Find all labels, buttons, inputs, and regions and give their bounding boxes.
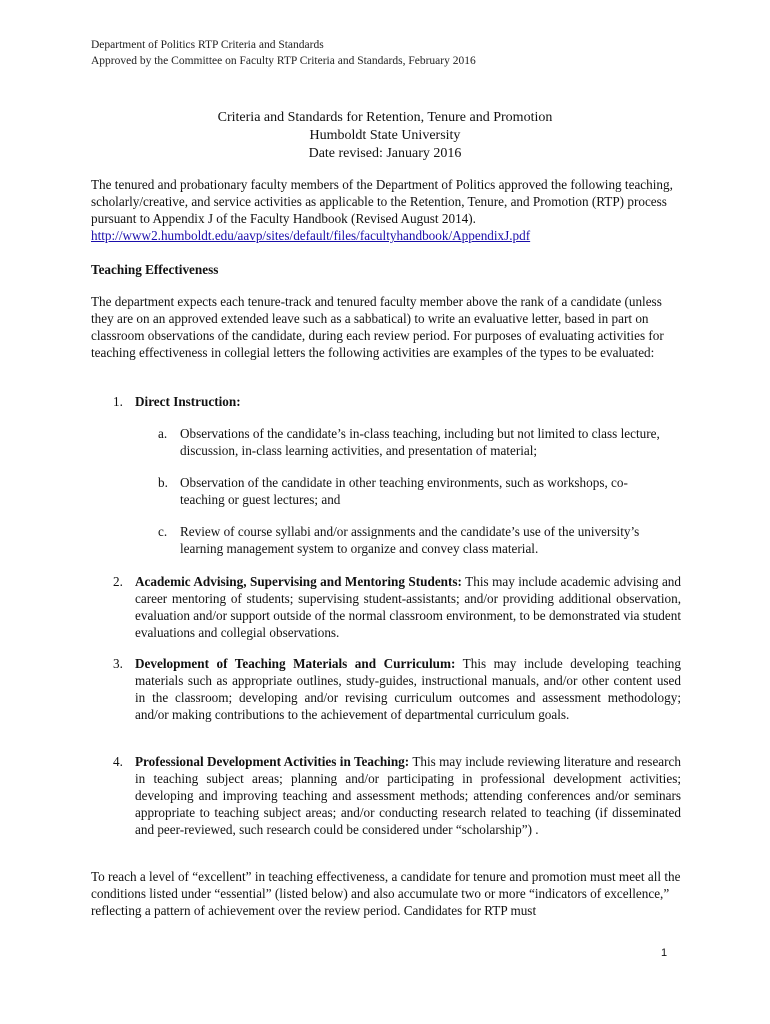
sub-item-letter: a. xyxy=(158,426,168,441)
list-item-title: Direct Instruction: xyxy=(135,394,241,409)
sub-item-text: Observations of the candidate’s in-class teaching, including but not limited to class lecture, discussion, in-class learning activities, and presentation of material; xyxy=(180,426,660,458)
list-item-text: This may include reviewing literature and research in teaching subject areas; planning and/or participating in professional development activities; developing and improving teaching and assessment methods; attending conferences and/or seminars appropriate to teaching subject areas; and/or conducting research related to teaching (if disseminated and peer-reviewed, such research could be considered under “scholarship”) . xyxy=(135,754,681,837)
sub-item-letter: b. xyxy=(158,475,168,490)
department-paragraph: The department expects each tenure-track and tenured faculty member above the rank of a candidate (unless they are on an approved extended leave such as a sabbatical) to write an evaluative letter, based in part on classroom observations of the candidate, during each review period. For purposes of evaluating activities for teaching effectiveness in collegial letters the following activities are examples of the types to be evaluated: xyxy=(91,294,664,360)
intro-text: The tenured and probationary faculty members of the Department of Politics approved the following teaching, scholarly/creative, and service activities as applicable to the Retention, Tenure, and Promotion (RTP) process pursuant to Appendix J of the Faculty Handbook (Revised August 2014). xyxy=(91,177,673,226)
page-number: 1 xyxy=(661,947,668,959)
sub-item-text: Review of course syllabi and/or assignments and the candidate’s use of the university’s learning management system to organize and convey class material. xyxy=(180,524,640,556)
title-line-2: Humboldt State University xyxy=(309,128,461,143)
list-item-number: 4. xyxy=(113,754,123,769)
list-item-text: This may include developing teaching materials such as appropriate outlines, study-guides, instructional manuals, and/or other content used in the classroom; developing and/or revising curriculum outcomes and assessment methodology; and/or making contributions to the achievement of departmental curriculum goals. xyxy=(135,656,681,722)
list-item-number: 2. xyxy=(113,574,123,589)
header-line-1: Department of Politics RTP Criteria and Standards xyxy=(91,39,324,51)
title-line-3: Date revised: January 2016 xyxy=(308,146,462,161)
list-item-title: Professional Development Activities in Teaching: xyxy=(135,754,410,769)
section-heading-teaching: Teaching Effectiveness xyxy=(91,262,219,277)
document-title xyxy=(0,109,770,163)
sub-item-text: Observation of the candidate in other teaching environments, such as workshops, co-teaching or guest lectures; and xyxy=(180,475,628,507)
list-item-title: Academic Advising, Supervising and Mentoring Students: xyxy=(135,574,462,589)
document-header xyxy=(91,37,476,69)
appendix-j-link[interactable]: http://www2.humboldt.edu/aavp/sites/default/files/facultyhandbook/AppendixJ.pdf xyxy=(91,228,531,243)
excellence-paragraph: To reach a level of “excellent” in teaching effectiveness, a candidate for tenure and promotion must meet all the conditions listed under “essential” (listed below) and also accumulate two or more “indicators of excellence,” reflecting a pattern of achievement over the review period. Candidates for RTP must xyxy=(91,869,681,918)
title-line-1: Criteria and Standards for Retention, Tenure and Promotion xyxy=(217,110,553,125)
sub-item-letter: c. xyxy=(158,524,168,539)
list-item-text: This may include academic advising and career mentoring of students; supervising student-assistants; and/or providing additional observation, evaluation and/or support outside of the normal classroom environment, to be demonstrated via student evaluations and collegial observations. xyxy=(135,574,681,640)
list-item-number: 3. xyxy=(113,656,123,671)
list-item-number: 1. xyxy=(113,394,123,409)
list-item-title: Development of Teaching Materials and Curriculum: xyxy=(135,656,456,671)
intro-paragraph xyxy=(91,176,683,244)
header-line-2: Approved by the Committee on Faculty RTP Criteria and Standards, February 2016 xyxy=(91,55,476,67)
